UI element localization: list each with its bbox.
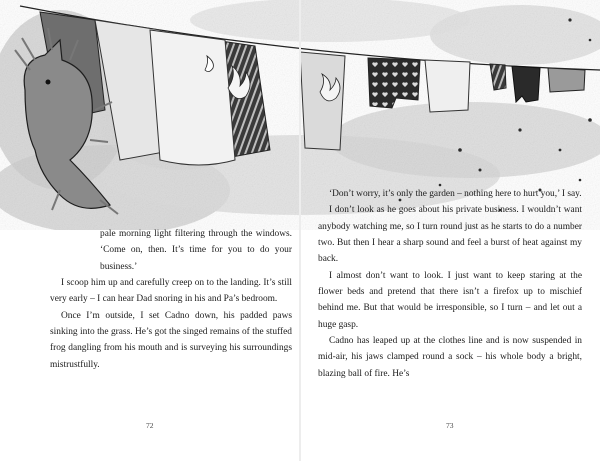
paragraph: I don’t look as he goes about his private business. I wouldn’t want anybody watching me, so I turn round just as he starts to do a number two. But then I hear a sharp sound and feel a burst of heat against my back.	[318, 205, 582, 265]
paragraph: Cadno has leaped up at the clothes line and is now suspended in mid-air, his jaws clamped round a sock – his whole body a bright, blazing ball of fire. He’s	[318, 336, 582, 379]
left-page-text	[50, 226, 292, 373]
book-gutter	[299, 0, 301, 461]
paragraph: I scoop him up and carefully creep on to the landing. It’s still very early – I can hear Dad snoring in his and Pa’s bedroom.	[50, 278, 292, 305]
paragraph: I almost don’t want to look. I just want to keep staring at the flower beds and pretend that there isn’t a firefox up to mischief behind me. But that would be irresponsible, so I turn – and let out a huge gasp.	[318, 270, 582, 330]
page-number-right: 73	[446, 421, 454, 430]
page-number-left: 72	[146, 421, 154, 430]
right-page-text	[318, 186, 582, 382]
paragraph: Once I’m outside, I set Cadno down, his padded paws sinking into the grass. He’s got the singed remains of the stuffed frog dangling from his mouth and is surveying his surroundings mistrustfully.	[50, 310, 292, 370]
paragraph: pale morning light filtering through the windows. ‘Come on, then. It’s time for you to do your business.’	[100, 229, 292, 272]
paragraph: ‘Don’t worry, it’s only the garden – nothing here to hurt you,’ I say.	[329, 189, 582, 199]
